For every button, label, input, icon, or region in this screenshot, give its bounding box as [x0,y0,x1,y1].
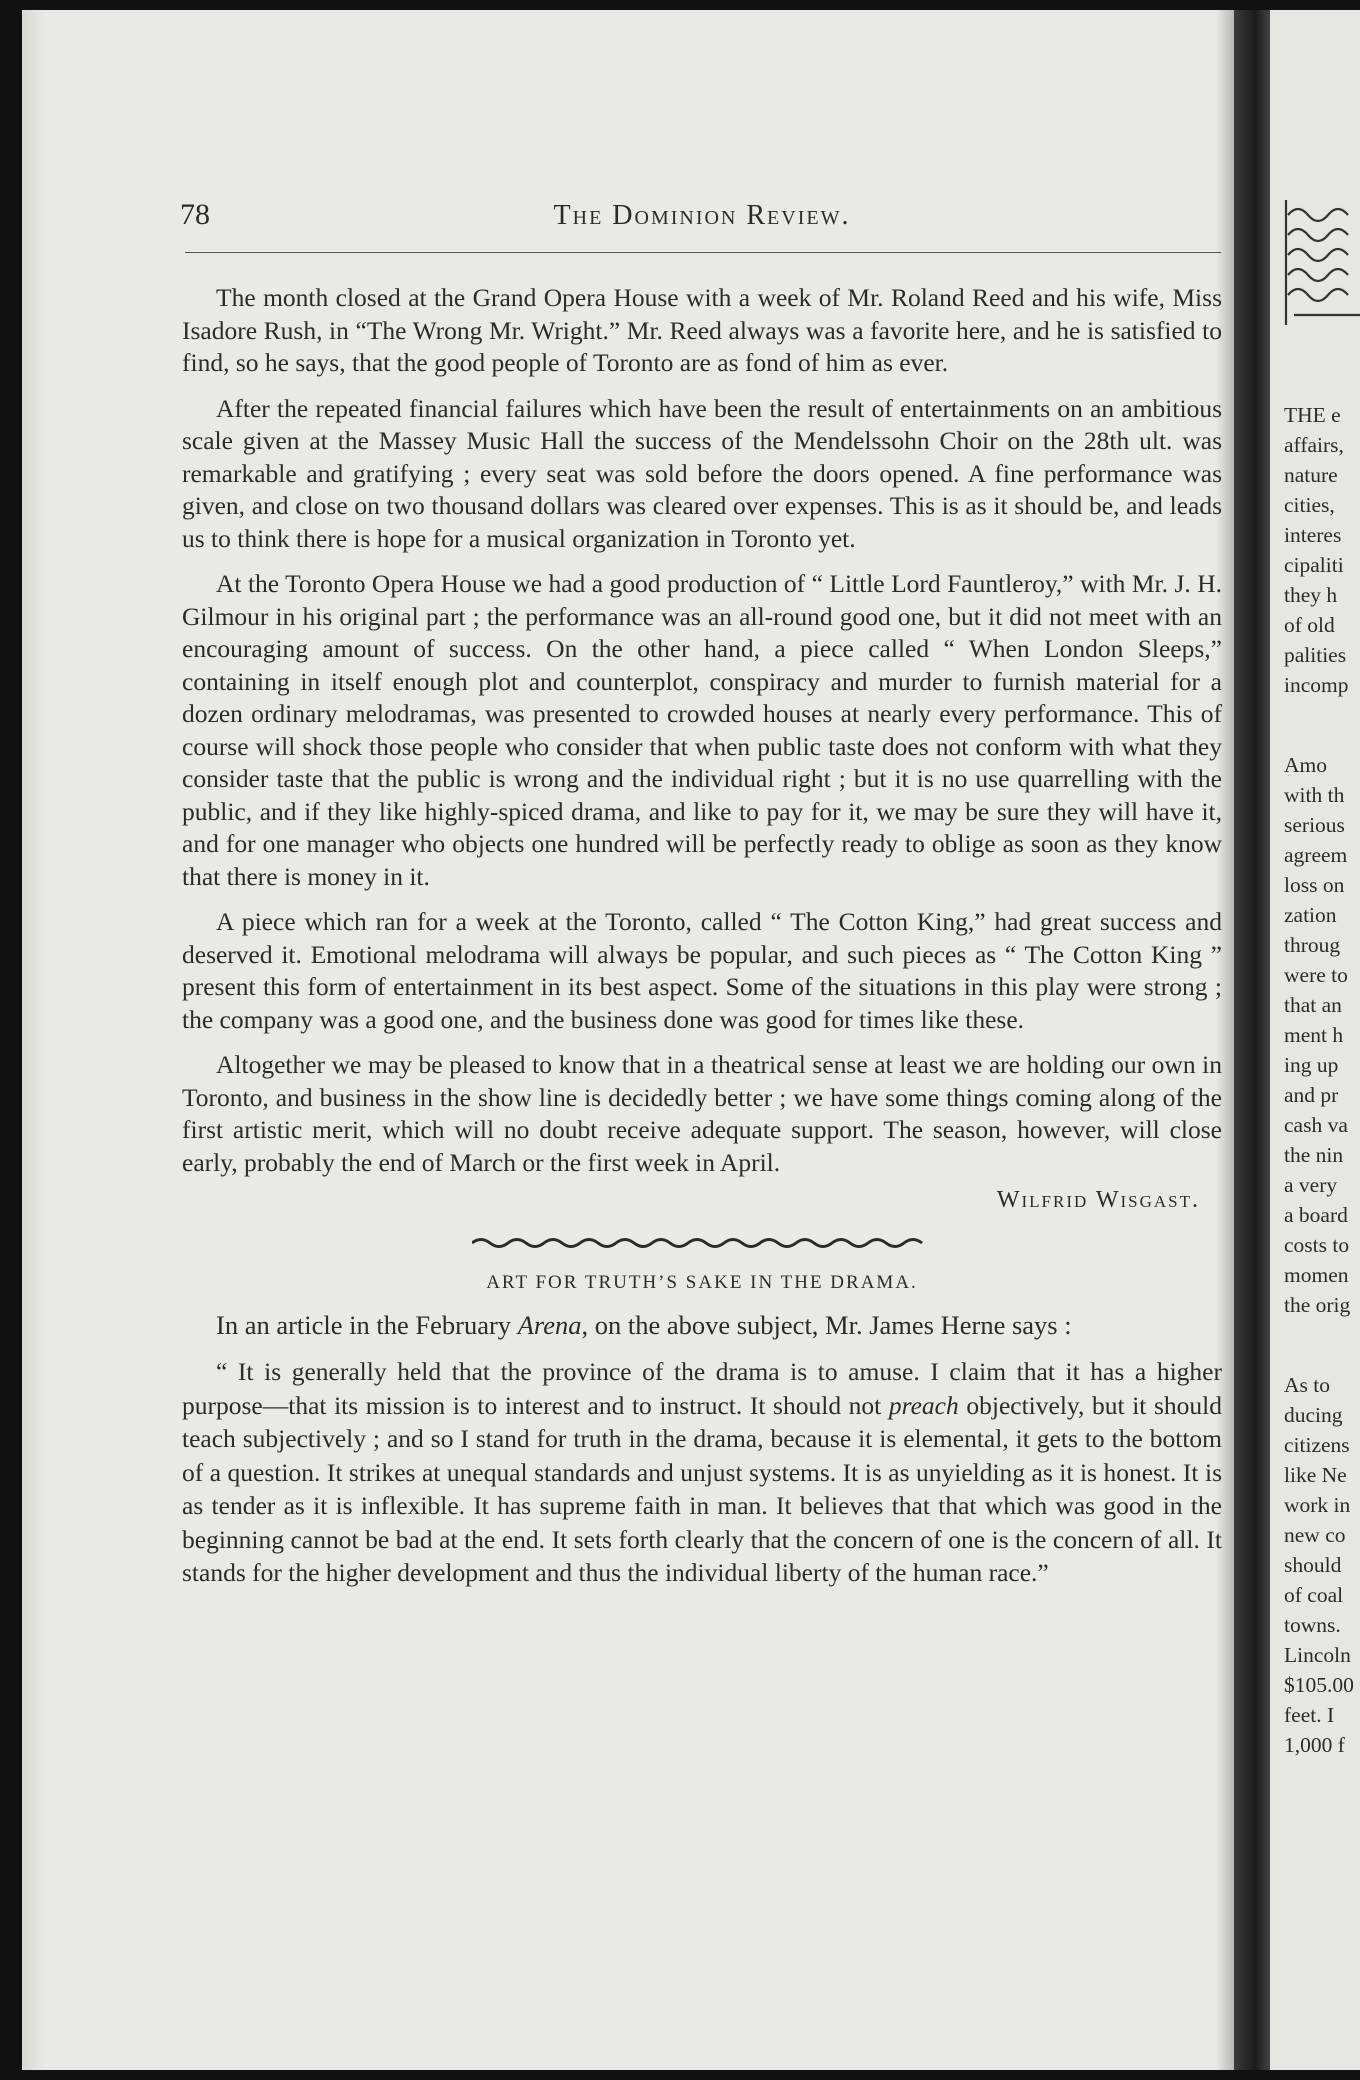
right-page-line: a very [1284,1173,1338,1197]
right-page-block-1 [1284,400,1354,700]
right-page-line: affairs, [1284,433,1344,457]
right-page-line: towns. [1284,1613,1341,1637]
right-page-line: interes [1284,523,1342,547]
section-title: ART FOR TRUTH’S SAKE IN THE DRAMA. [486,1271,918,1293]
right-page-line: cities, [1284,493,1335,517]
right-page-line: incomp [1284,673,1349,697]
right-page-line: like Ne [1284,1463,1347,1487]
intro-text: , on the above subject, Mr. James Herne says : [581,1310,1072,1340]
paragraph: At the Toronto Opera House we had a good production of “ Little Lord Fauntleroy,” with Mr. J. H. Gilmour in his original part ; the performance was an all-round good one, but it did not meet with an encouraging amount of success. On the other hand, a piece called “ When London Sleeps,” containing in itself enough plot and counterplot, conspiracy and murder to furnish material for a dozen ordinary melodramas, was presented to crowded houses at nearly every performance. This of course will shock those people who consider that when public taste does not conform with what they consider taste that the public is wrong and the individual right ; but it is no use quarrelling with the public, and if they like highly-spiced drama, and like to pay for it, we may be sure they will have it, and for one manager who objects one hundred will be perfectly ready to oblige as soon as they know that there is money in it. [182,569,1222,891]
right-page-block-3 [1284,1370,1354,1760]
right-page-line: loss on [1284,873,1345,897]
paragraph: After the repeated financial failures which have been the result of entertainments on an ambitious scale given at the Massey Music Hall the success of the Mendelssohn Choir on the 28th ult. was remarkable and gratifying ; every seat was sold before the doors opened. A fine performance was given, and close on two thousand dollars was cleared over expenses. This is as it should be, and leads us to think there is hope for a musical organization in Toronto yet. [182,393,1222,553]
right-page-line: they h [1284,583,1338,607]
right-page-line: should [1284,1553,1342,1577]
paragraph: The month closed at the Grand Opera House with a week of Mr. Roland Reed and his wife, Miss Isadore Rush, in “The Wrong Mr. Wright.” Mr. Reed always was a favorite here, and he is satisfied to find, so he says, that the good people of Toronto are as fond of him as ever. [182,283,1222,377]
right-page-line: a board [1284,1203,1348,1227]
page-number: 78 [180,198,210,231]
right-page-line: As to [1284,1373,1330,1397]
intro-italic: Arena [517,1310,582,1340]
right-page-line: momen [1284,1263,1349,1287]
right-page-line: ment h [1284,1023,1344,1047]
right-page-line: costs to [1284,1233,1350,1257]
right-page-line: citizens [1284,1433,1350,1457]
right-page-line: new co [1284,1523,1346,1547]
right-page-line: throug [1284,933,1341,957]
wavy-divider [472,1235,932,1251]
right-page-line: ing up [1284,1053,1339,1077]
right-page-line: 1,000 f [1284,1733,1345,1757]
paragraph: Altogether we may be pleased to know that in a theatrical sense at least we are holding our own in Toronto, and business in the show line is decidedly better ; we have some things coming along of the first artistic merit, which will no doubt receive adequate support. The season, however, will close early, probably the end of March or the first week in April. [182,1050,1222,1177]
right-page-line: of coal [1284,1583,1344,1607]
article-body [182,282,1222,1603]
author-signature: Wilfrid Wisgast. [996,1187,1200,1213]
right-page-line: nature [1284,463,1338,487]
right-page-line: were to [1284,963,1348,987]
right-page-line: and pr [1284,1083,1339,1107]
right-page-line: serious [1284,813,1345,837]
right-page-line: Amo [1284,753,1327,777]
right-page-block-2 [1284,750,1354,1320]
journal-title: The Dominion Review. [553,200,851,231]
right-page-line: palities [1284,643,1347,667]
right-page-line: ducing [1284,1403,1343,1427]
header-rule [185,252,1221,253]
book-gutter [1234,10,1270,2070]
ornament-icon [1280,195,1360,330]
right-page-line: cash va [1284,1113,1348,1137]
quote-text: objectively, but it should teach subjectively ; and so I stand for truth in the drama, because it is elemental, it gets to the bottom of a question. It strikes at unequal standards and unjust systems. It is as unyielding as it is honest. It is as tender as it is inflexible. It has supreme faith in man. It believes that that which was good in the beginning cannot be bad at the end. It sets forth clearly that the concern of one is the concern of all. It stands for the higher development and thus the individual liberty of the human race.” [182,1390,1223,1587]
right-page-line: the orig [1284,1293,1351,1317]
section-intro [182,1309,1222,1342]
right-page-line: with th [1284,783,1345,807]
paragraph: A piece which ran for a week at the Toronto, called “ The Cotton King,” had great success and deserved it. Emotional melodrama will always be popular, and such pieces as “ The Cotton King ” present this form of entertainment in its best aspect. Some of the situations in this play were strong ; the company was a good one, and the business done was good for times like these. [182,907,1222,1034]
right-page-line: cipaliti [1284,553,1344,577]
right-page-line: of old [1284,613,1335,637]
right-page-line: zation [1284,903,1337,927]
right-page-line: feet. I [1284,1703,1335,1727]
right-page-line: that an [1284,993,1342,1017]
quote-text: “ It is generally held that the province of the drama is to amuse. I claim that it has a higher purpose—that its mission is to interest and to instruct. It should not [182,1357,1222,1420]
right-page-line: $105.00 [1284,1673,1354,1697]
right-page-line: THE e [1284,403,1341,427]
right-page-text [1284,400,1354,1810]
intro-text: In an article in the February [216,1310,518,1340]
block-quote [182,1355,1222,1590]
right-page-line: agreem [1284,843,1348,867]
right-page [1270,10,1360,2070]
right-page-line: Lincoln [1284,1643,1351,1667]
quote-italic: preach [888,1390,959,1420]
running-header [180,198,1224,238]
right-page-line: work in [1284,1493,1351,1517]
page-edge-shadow [22,10,46,2070]
right-page-line: the nin [1284,1143,1344,1167]
